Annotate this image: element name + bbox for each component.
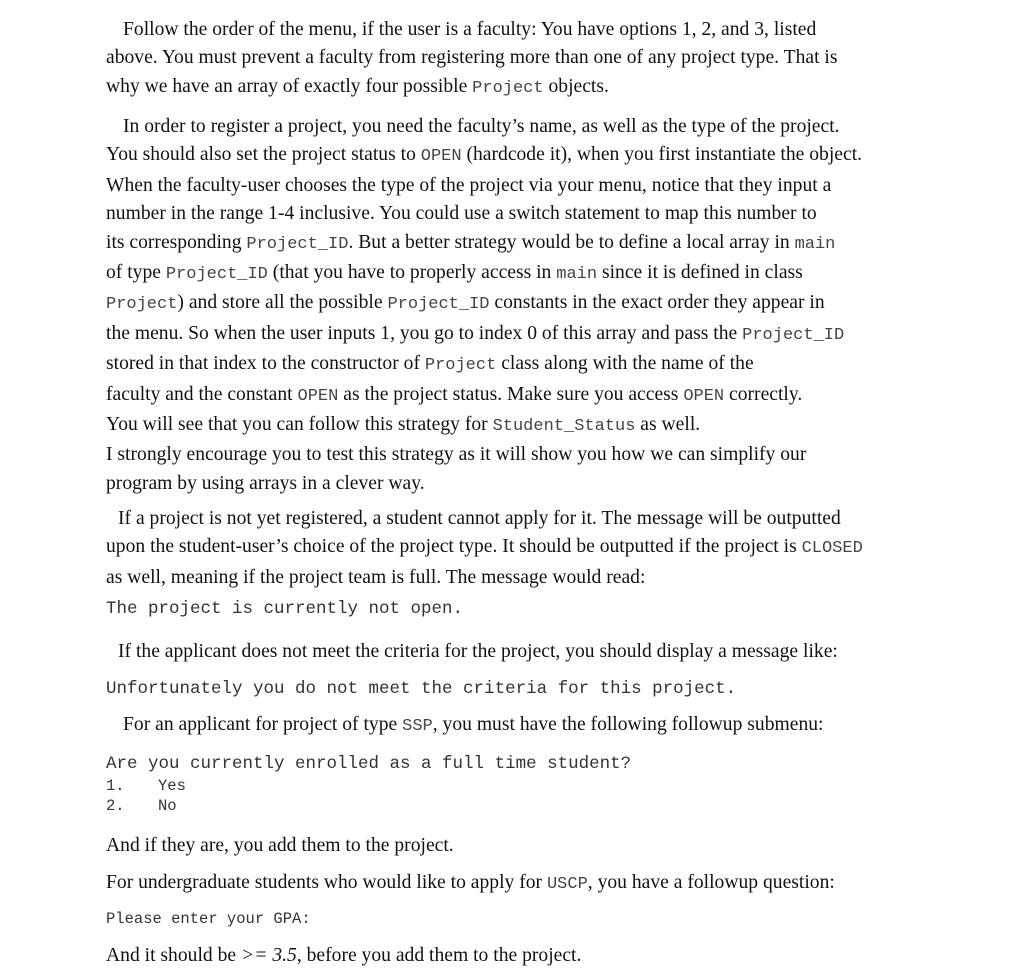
code-open: OPEN <box>420 147 462 167</box>
text-line: If a project is not yet registered, a student cannot apply for it. The message will be outputted <box>118 508 841 529</box>
paragraph-uscp <box>106 869 1006 899</box>
text-line: Follow the order of the menu, if the user is a faculty: You have options 1, 2, and 3, listed <box>123 19 817 40</box>
paragraph-ssp <box>106 711 1006 741</box>
text-line: And it should be >= 3.5, before you add them to the project. <box>106 945 582 966</box>
text-line: If the applicant does not meet the criteria for the project, you should display a message like: <box>118 641 838 662</box>
text-line: And if they are, you add them to the project. <box>106 835 454 856</box>
paragraph-gpa-requirement <box>106 942 1006 970</box>
submenu-options <box>106 776 186 816</box>
text-line: faculty and the constant OPEN as the project status. Make sure you access OPEN correctly. <box>106 383 803 406</box>
text-line: number in the range 1-4 inclusive. You could use a switch statement to map this number to <box>106 203 817 225</box>
text-line: For undergraduate students who would like to apply for USCP, you have a followup question: <box>106 872 835 894</box>
math-gpa-threshold: >= 3.5 <box>240 945 297 966</box>
text-line: its corresponding Project_ID. But a better strategy would be to define a local array in main <box>106 231 836 254</box>
code-student-status: Student_Status <box>492 417 636 437</box>
code-message-not-open: The project is currently not open. <box>106 599 464 619</box>
code-closed: CLOSED <box>801 539 863 559</box>
code-main: main <box>556 265 598 285</box>
code-open: OPEN <box>297 386 339 406</box>
text-line: program by using arrays in a clever way. <box>106 472 425 494</box>
submenu-option-no: 2. No <box>106 797 177 815</box>
text-line: upon the student-user’s choice of the project type. It should be outputted if the project is CLOSED <box>106 536 863 559</box>
code-ssp: SSP <box>402 717 433 736</box>
code-project: Project <box>106 295 178 315</box>
code-message-criteria: Unfortunately you do not meet the criteria for this project. <box>106 679 737 699</box>
code-open: OPEN <box>683 386 725 406</box>
code-main: main <box>794 234 836 254</box>
text-line: I strongly encourage you to test this strategy as it will show you how we can simplify our <box>106 444 807 466</box>
text-line: why we have an array of exactly four possible Project objects. <box>106 75 609 98</box>
code-uscp: USCP <box>546 875 588 894</box>
text-line: stored in that index to the constructor of Project class along with the name of the <box>106 353 754 376</box>
text-line: You should also set the project status to OPEN (hardcode it), when you first instantiate the object. <box>106 144 863 167</box>
code-submenu-question: Are you currently enrolled as a full time student? <box>106 754 632 774</box>
code-project-id: Project_ID <box>387 295 490 315</box>
code-project-id: Project_ID <box>742 325 845 345</box>
text-line: In order to register a project, you need the faculty’s name, as well as the type of the project. <box>123 116 840 137</box>
paragraph-not-registered <box>106 505 1006 592</box>
code-project: Project <box>472 78 544 98</box>
text-line: When the faculty-user chooses the type of the project via your menu, notice that they input a <box>106 174 832 196</box>
text-line: as well, meaning if the project team is full. The message would read: <box>106 566 646 588</box>
text-line: Project) and store all the possible Project_ID constants in the exact order they appear in <box>106 292 825 315</box>
paragraph-criteria <box>106 638 1006 666</box>
text-line: For an applicant for project of type SSP, you must have the following followup submenu: <box>123 714 824 736</box>
paragraph-register-project <box>106 113 1006 498</box>
code-project-id: Project_ID <box>165 265 268 285</box>
paragraph-add-to-project <box>106 832 1006 860</box>
text-line: of type Project_ID (that you have to properly access in main since it is defined in class <box>106 262 803 285</box>
paragraph-faculty-options <box>106 16 1006 103</box>
code-project-id: Project_ID <box>246 234 349 254</box>
code-project: Project <box>424 356 497 376</box>
submenu-option-yes: 1. Yes <box>106 777 186 795</box>
text-line: above. You must prevent a faculty from registering more than one of any project type. That is <box>106 47 838 69</box>
code-gpa-prompt: Please enter your GPA: <box>106 910 311 928</box>
text-line: the menu. So when the user inputs 1, you go to index 0 of this array and pass the Project_ID <box>106 322 845 345</box>
text-line: You will see that you can follow this strategy for Student_Status as well. <box>106 414 701 437</box>
